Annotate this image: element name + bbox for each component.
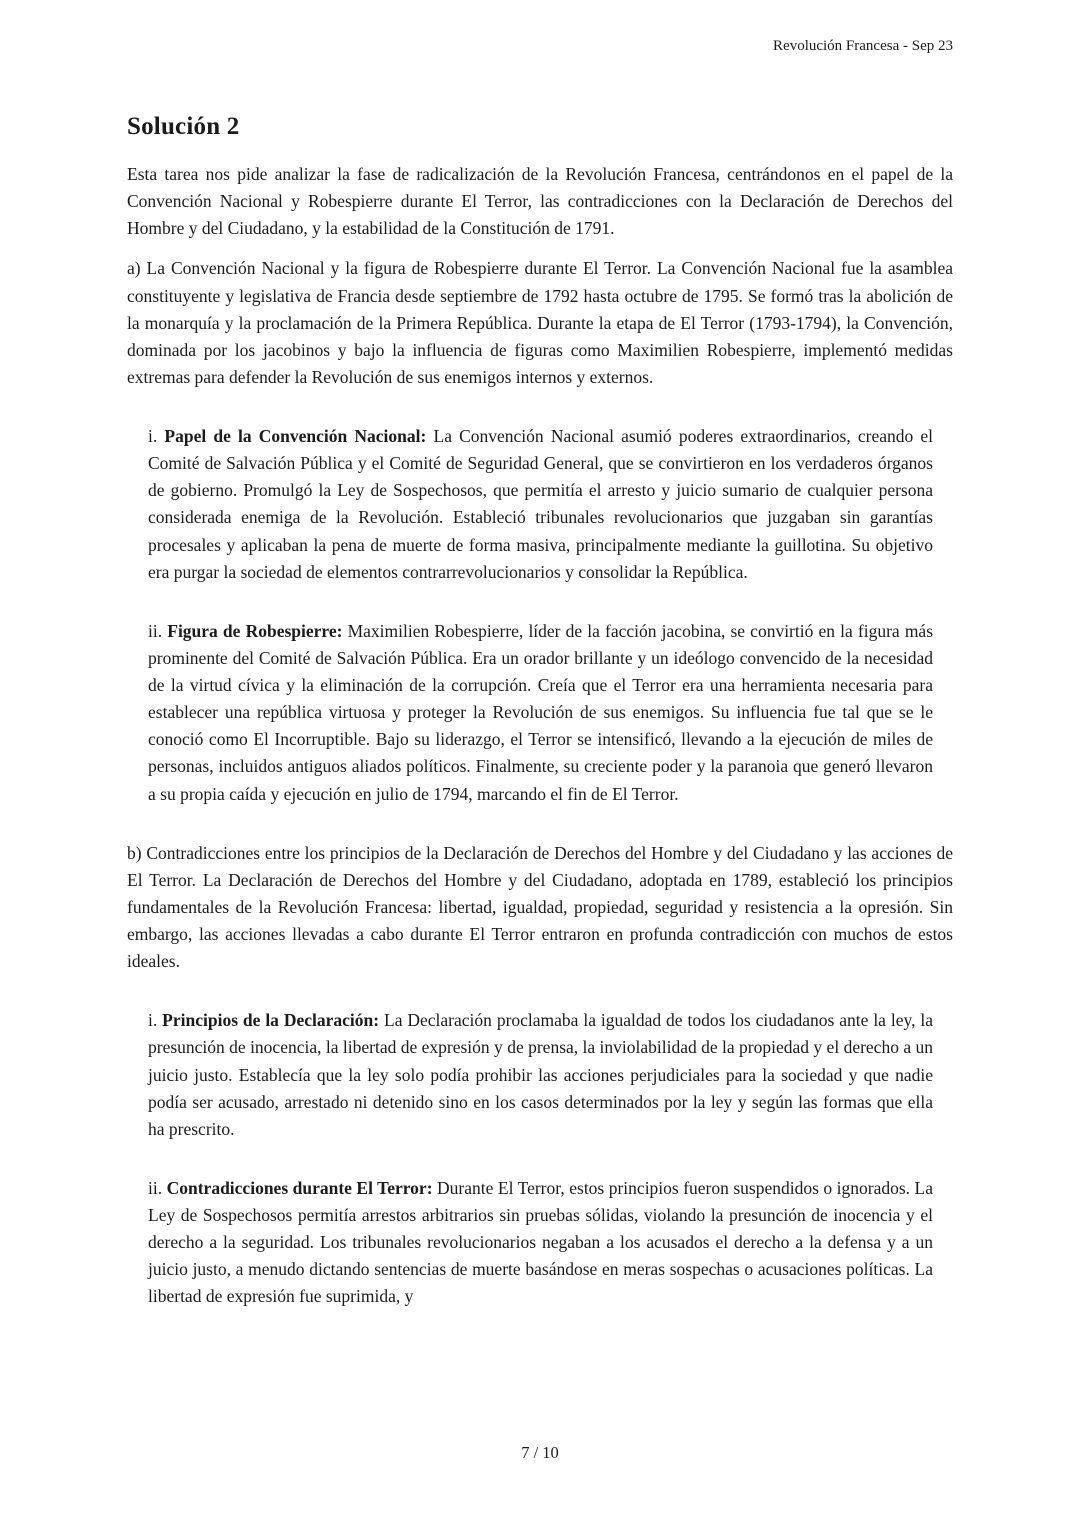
item-label: Principios de la Declaración: [162, 1010, 380, 1031]
item-text: Maximilien Robespierre, líder de la facción jacobina, se convirtió en la figura más prominente del Comité de Salvación Pública. Era un orador brillante y un ideólogo convencido de la necesidad de la virtud cívica y la eliminación de la corrupción. Creía que el Terror era una herramienta necesaria para establecer una república virtuosa y proteger la Revolución de sus enemigos. Su influencia fue tal que se le conoció como El Incorruptible. Bajo su liderazgo, el Terror se intensificó, llevando a la ejecución de miles de personas, incluidos antiguos aliados políticos. Finalmente, su creciente poder y la paranoia que generó llevaron a su propia caída y ejecución en julio de 1794, marcando el fin de El Terror. [148, 620, 934, 804]
section-a-paragraph: a) La Convención Nacional y la figura de Robespierre durante El Terror. La Convención Nacional fue la asamblea constituyente y legislativa de Francia desde septiembre de 1792 hasta octubre de 1795. Se formó tras la abolición de la monarquía y la proclamación de la Primera República. Durante la etapa de El Terror (1793-1794), la Convención, dominada por los jacobinos y bajo la influencia de figuras como Maximilien Robespierre, implementó medidas extremas para defender la Revolución de sus enemigos internos y externos. [127, 258, 953, 387]
list-item-a-i [148, 423, 933, 586]
header-running-title: Revolución Francesa - Sep 23 [773, 38, 953, 54]
list-item-b-i [148, 1007, 933, 1143]
page-number: 7 / 10 [521, 1443, 559, 1462]
item-label: Papel de la Convención Nacional: [164, 426, 427, 446]
item-label: Figura de Robespierre: [167, 620, 343, 641]
item-prefix: i. [148, 1010, 158, 1031]
item-text: La Convención Nacional asumió poderes extraordinarios, creando el Comité de Salvación Pública y el Comité de Seguridad General, que se convirtieron en los verdaderos órganos de gobierno. Promulgó la Ley de Sospechosos, que permitía el arresto y juicio sumario de cualquier persona considerada enemiga de la Revolución. Estableció tribunales revolucionarios que juzgaban sin garantías procesales y aplicaban la pena de muerte de forma masiva, principalmente mediante la guillotina. Su objetivo era purgar la sociedad de elementos contrarrevolucionarios y consolidar la República. [148, 426, 934, 582]
item-prefix: i. [148, 426, 158, 446]
item-prefix: ii. [148, 1177, 163, 1198]
intro-paragraph: Esta tarea nos pide analizar la fase de radicalización de la Revolución Francesa, centrándonos en el papel de la Convención Nacional y Robespierre durante El Terror, las contradicciones con la Declaración de Derechos del Hombre y del Ciudadano, y la estabilidad de la Constitución de 1791. [127, 164, 953, 239]
item-text: La Declaración proclamaba la igualdad de todos los ciudadanos ante la ley, la presunción de inocencia, la libertad de expresión y de prensa, la inviolabilidad de la propiedad y el derecho a un juicio justo. Establecía que la ley solo podía prohibir las acciones perjudiciales para la sociedad y que nadie podía ser acusado, arrestado ni detenido sino en los casos determinados por la ley y según las formas que ella ha prescrito. [148, 1010, 934, 1139]
item-text: Durante El Terror, estos principios fueron suspendidos o ignorados. La Ley de Sospechosos permitía arrestos arbitrarios sin pruebas sólidas, violando la presunción de inocencia y el derecho a la seguridad. Los tribunales revolucionarios negaban a los acusados el derecho a la defensa y a un juicio justo, a menudo dictando sentencias de muerte basándose en meras sospechas o acusaciones políticas. La libertad de expresión fue suprimida, y [148, 1177, 934, 1307]
list-item-a-ii [148, 618, 933, 808]
page-title: Solución 2 [127, 113, 240, 140]
item-label: Contradicciones durante El Terror: [166, 1177, 433, 1198]
list-item-b-ii [148, 1175, 933, 1311]
item-prefix: ii. [148, 620, 163, 641]
section-b-paragraph: b) Contradicciones entre los principios de la Declaración de Derechos del Hombre y del Ciudadano y las acciones de El Terror. La Declaración de Derechos del Hombre y del Ciudadano, adoptada en 1789, estableció los principios fundamentales de la Revolución Francesa: libertad, igualdad, propiedad, seguridad y resistencia a la opresión. Sin embargo, las acciones llevadas a cabo durante El Terror entraron en profunda contradicción con muchos de estos ideales. [127, 842, 953, 972]
